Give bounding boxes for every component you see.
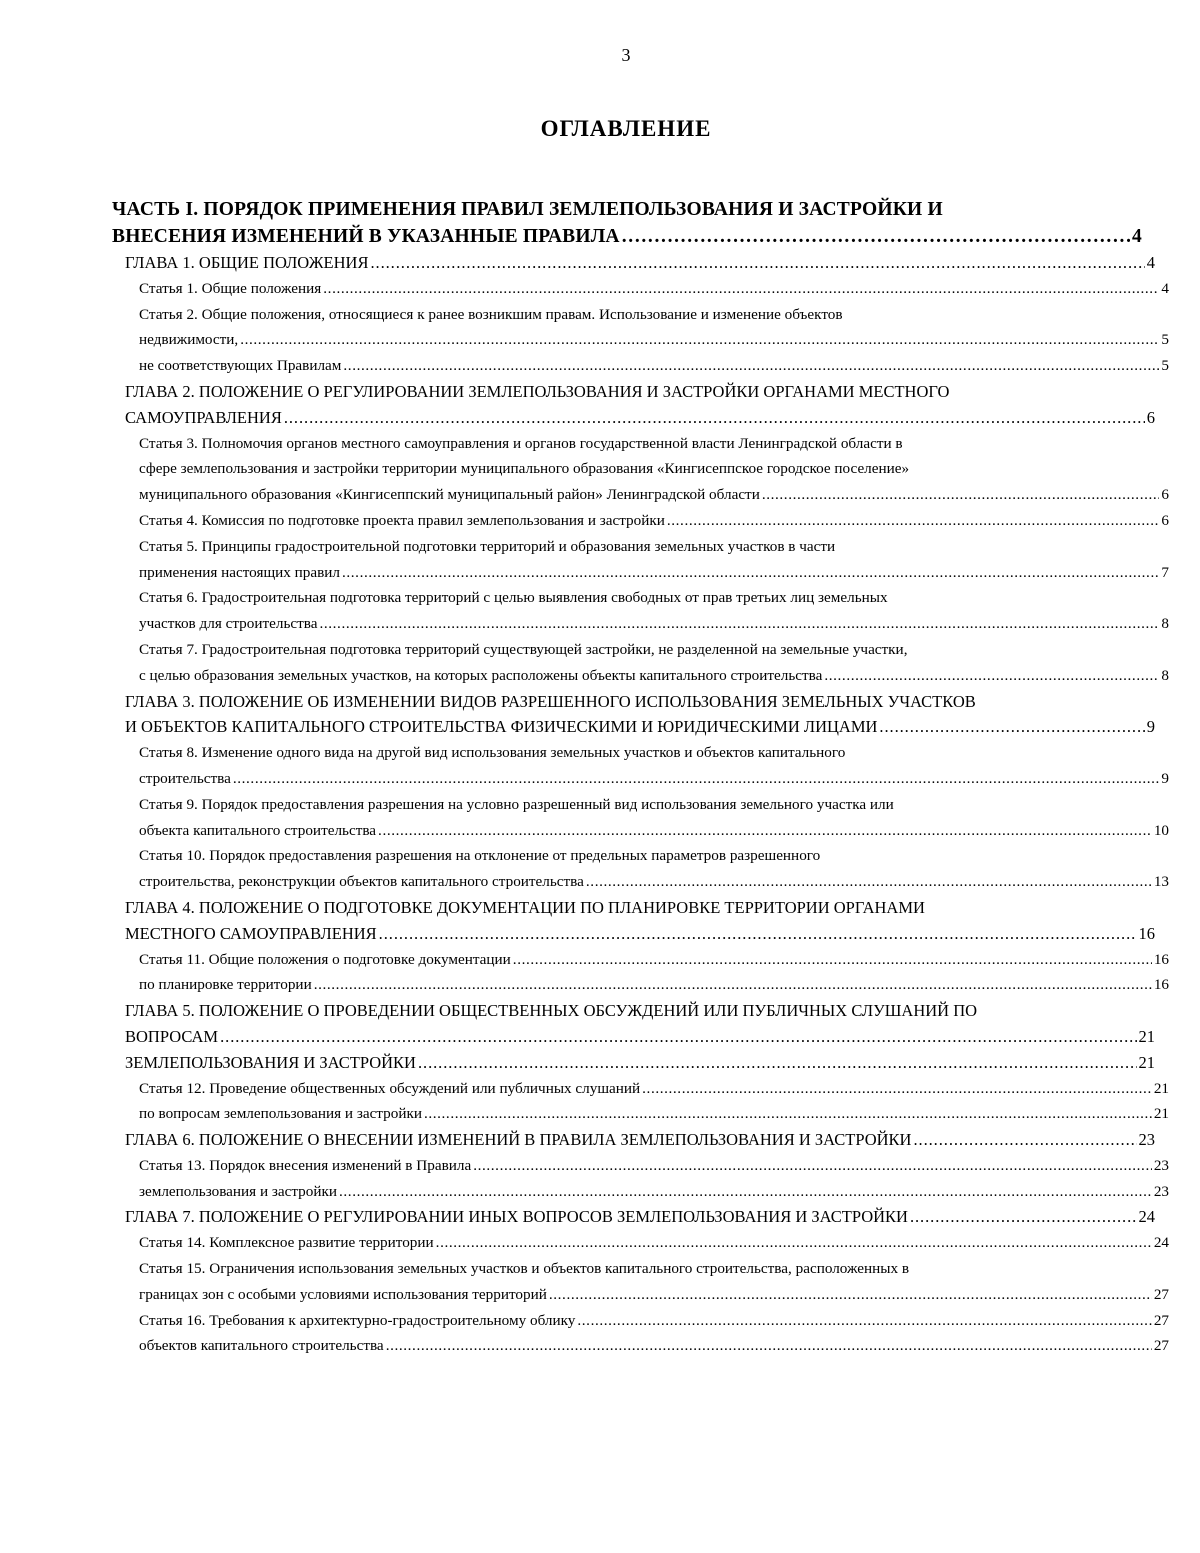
toc-entry-text: ГЛАВА 4. ПОЛОЖЕНИЕ О ПОДГОТОВКЕ ДОКУМЕНТАЦИИ ПО ПЛАНИРОВКЕ ТЕРРИТОРИИ ОРГАНАМИ bbox=[125, 897, 925, 917]
dot-leader bbox=[910, 1204, 1137, 1230]
toc-entry[interactable] bbox=[112, 1256, 1169, 1308]
toc-page-number: 24 bbox=[1153, 1234, 1169, 1252]
toc-entry-text: ГЛАВА 6. ПОЛОЖЕНИЕ О ВНЕСЕНИИ ИЗМЕНЕНИЙ В ПРАВИЛА ЗЕМЛЕПОЛЬЗОВАНИЯ И ЗАСТРОЙКИ bbox=[125, 1130, 912, 1150]
toc-entry-text: объекта капитального строительства bbox=[139, 821, 377, 839]
toc-page-number: 9 bbox=[1146, 717, 1155, 737]
dot-leader bbox=[549, 1282, 1152, 1308]
toc-page-number: 21 bbox=[1138, 1026, 1155, 1046]
toc-page-number: 23 bbox=[1153, 1182, 1169, 1200]
toc-entry[interactable] bbox=[112, 1204, 1155, 1230]
toc-entry[interactable] bbox=[112, 1333, 1169, 1359]
dot-leader bbox=[622, 223, 1130, 250]
toc-entry-text: ГЛАВА 1. ОБЩИЕ ПОЛОЖЕНИЯ bbox=[125, 253, 369, 272]
dot-leader bbox=[577, 1308, 1151, 1334]
dot-leader bbox=[386, 1333, 1152, 1359]
toc-page-number: 4 bbox=[1146, 253, 1155, 272]
toc-page-number: 23 bbox=[1153, 1156, 1169, 1174]
toc-entry[interactable] bbox=[112, 276, 1169, 302]
toc-entry[interactable] bbox=[112, 1230, 1169, 1256]
dot-leader bbox=[284, 405, 1145, 431]
dot-leader bbox=[513, 947, 1152, 973]
toc-entry-text: Статья 4. Комиссия по подготовке проекта правил землепользования и застройки bbox=[139, 511, 665, 529]
toc-page-number: 6 bbox=[1161, 511, 1169, 529]
dot-leader bbox=[913, 1127, 1136, 1153]
toc-entry-text: Статья 9. Порядок предоставления разрешения на условно разрешенный вид использования земельного участка или bbox=[139, 795, 894, 813]
toc-entry[interactable] bbox=[112, 792, 1169, 844]
toc-page-number: 9 bbox=[1161, 769, 1169, 787]
toc-entry-text: Статья 14. Комплексное развитие территории bbox=[139, 1234, 434, 1252]
dot-leader bbox=[667, 508, 1160, 534]
toc-entry-text: ВОПРОСАМ bbox=[125, 1026, 219, 1046]
toc-entry-text: участков для строительства bbox=[139, 615, 318, 633]
toc-entry[interactable] bbox=[112, 947, 1169, 973]
dot-leader bbox=[473, 1153, 1152, 1179]
toc-entry-text: не соответствующих Правилам bbox=[139, 357, 342, 375]
dot-leader bbox=[220, 1024, 1136, 1050]
toc-entry-text: сфере землепользования и застройки территории муниципального образования «Кингисеппское городское поселение» bbox=[139, 460, 910, 478]
dot-leader bbox=[323, 276, 1159, 302]
toc-page-number: 16 bbox=[1138, 923, 1155, 943]
toc-entry-text: Статья 15. Ограничения использования земельных участков и объектов капитального строительства, расположенных в bbox=[139, 1260, 910, 1278]
toc-entry-text: границах зон с особыми условиями использования территорий bbox=[139, 1285, 547, 1303]
toc-entry-text: ЗЕМЛЕПОЛЬЗОВАНИЯ И ЗАСТРОЙКИ bbox=[125, 1052, 416, 1072]
toc-page-number: 8 bbox=[1161, 615, 1169, 633]
toc-page-number: 23 bbox=[1138, 1130, 1155, 1150]
toc-entry[interactable] bbox=[112, 1308, 1169, 1334]
page-title: ОГЛАВЛЕНИЕ bbox=[540, 116, 712, 141]
toc-entry[interactable] bbox=[112, 534, 1169, 586]
toc-entry-text: Статья 13. Порядок внесения изменений в Правила bbox=[139, 1156, 472, 1174]
toc-entry-text: ГЛАВА 7. ПОЛОЖЕНИЕ О РЕГУЛИРОВАНИИ ИНЫХ ВОПРОСОВ ЗЕМЛЕПОЛЬЗОВАНИЯ И ЗАСТРОЙКИ bbox=[125, 1207, 908, 1227]
toc-page-number: 13 bbox=[1153, 873, 1169, 891]
toc-entry-text: Статья 11. Общие положения о подготовке документации bbox=[139, 950, 511, 968]
toc-entry-text: Статья 5. Принципы градостроительной подготовки территорий и образования земельных участков в части bbox=[139, 537, 836, 555]
toc-entry-text: строительства bbox=[139, 769, 231, 787]
toc-entry-text: Статья 12. Проведение общественных обсуждений или публичных слушаний bbox=[139, 1079, 641, 1097]
toc-page-number: 5 bbox=[1161, 357, 1169, 375]
toc-entry-text: землепользования и застройки bbox=[139, 1182, 338, 1200]
toc-page-number: 7 bbox=[1161, 563, 1169, 581]
toc-entry-text: Статья 1. Общие положения bbox=[139, 279, 322, 297]
toc-entry[interactable] bbox=[112, 972, 1169, 998]
dot-leader bbox=[586, 869, 1152, 895]
toc-entry-text: Статья 2. Общие положения, относящиеся к ранее возникшим правам. Использование и изменение объектов bbox=[139, 305, 843, 323]
toc-entry-text: МЕСТНОГО САМОУПРАВЛЕНИЯ bbox=[125, 923, 377, 943]
toc-entry-text: по вопросам землепользования и застройки bbox=[139, 1105, 422, 1123]
toc-entry-text: Статья 6. Градостроительная подготовка территорий с целью выявления свободных от прав третьих лиц земельных bbox=[139, 589, 888, 607]
toc-entry-text: ГЛАВА 2. ПОЛОЖЕНИЕ О РЕГУЛИРОВАНИИ ЗЕМЛЕПОЛЬЗОВАНИЯ И ЗАСТРОЙКИ ОРГАНАМИ МЕСТНОГО bbox=[125, 381, 950, 401]
dot-leader bbox=[436, 1230, 1152, 1256]
toc-page-number: 8 bbox=[1161, 666, 1169, 684]
toc-entry[interactable] bbox=[112, 431, 1169, 508]
page-number: 3 bbox=[621, 45, 631, 65]
toc-page-number: 27 bbox=[1153, 1285, 1169, 1303]
toc-page-number: 6 bbox=[1146, 407, 1155, 427]
toc-entry[interactable] bbox=[112, 1076, 1169, 1102]
dot-leader bbox=[879, 714, 1144, 740]
toc-entry-text: Статья 10. Порядок предоставления разрешения на отклонение от предельных параметров разрешенного bbox=[139, 847, 821, 865]
toc-entry[interactable] bbox=[112, 508, 1169, 534]
toc-entry-text: недвижимости, bbox=[139, 331, 239, 349]
toc-entry-text: объектов капитального строительства bbox=[139, 1337, 384, 1355]
dot-leader bbox=[339, 1179, 1152, 1205]
toc-entry-text: ЧАСТЬ I. ПОРЯДОК ПРИМЕНЕНИЯ ПРАВИЛ ЗЕМЛЕПОЛЬЗОВАНИЯ И ЗАСТРОЙКИ И bbox=[112, 199, 943, 220]
dot-leader bbox=[370, 250, 1144, 276]
toc-page-number: 27 bbox=[1153, 1311, 1169, 1329]
toc-page-number: 27 bbox=[1153, 1337, 1169, 1355]
toc-entry[interactable] bbox=[112, 1179, 1169, 1205]
dot-leader bbox=[824, 663, 1159, 689]
toc-entry-text: по планировке территории bbox=[139, 976, 312, 994]
toc-entry[interactable] bbox=[112, 1050, 1155, 1076]
toc-entry[interactable] bbox=[112, 353, 1169, 379]
toc-entry-text: И ОБЪЕКТОВ КАПИТАЛЬНОГО СТРОИТЕЛЬСТВА ФИЗИЧЕСКИМИ И ЮРИДИЧЕСКИМИ ЛИЦАМИ bbox=[125, 717, 878, 737]
toc-page-number: 6 bbox=[1161, 486, 1169, 504]
toc-entry-text: Статья 16. Требования к архитектурно-градостроительному облику bbox=[139, 1311, 576, 1329]
toc-page-number: 16 bbox=[1153, 976, 1169, 994]
toc-entry[interactable] bbox=[112, 1101, 1169, 1127]
toc-entry[interactable] bbox=[112, 637, 1169, 689]
toc-entry[interactable] bbox=[112, 196, 1142, 250]
table-of-contents bbox=[112, 196, 1169, 1359]
dot-leader bbox=[378, 818, 1152, 844]
dot-leader bbox=[319, 611, 1159, 637]
toc-entry-text: САМОУПРАВЛЕНИЯ bbox=[125, 407, 282, 427]
toc-entry-text: Статья 3. Полномочия органов местного самоуправления и органов государственной власти Ленинградской области в bbox=[139, 434, 903, 452]
dot-leader bbox=[342, 560, 1159, 586]
toc-entry[interactable] bbox=[112, 1127, 1155, 1153]
dot-leader bbox=[343, 353, 1159, 379]
toc-page-number: 21 bbox=[1138, 1052, 1155, 1072]
toc-page-number: 4 bbox=[1161, 279, 1169, 297]
dot-leader bbox=[642, 1076, 1152, 1102]
toc-entry[interactable] bbox=[112, 379, 1155, 431]
toc-entry-text: Статья 8. Изменение одного вида на другой вид использования земельных участков и объектов капитального bbox=[139, 744, 846, 762]
toc-entry-text: ВНЕСЕНИЯ ИЗМЕНЕНИЙ В УКАЗАННЫЕ ПРАВИЛА bbox=[112, 226, 620, 247]
toc-entry[interactable] bbox=[112, 585, 1169, 637]
toc-entry-text: с целью образования земельных участков, на которых расположены объекты капитального строительства bbox=[139, 666, 823, 684]
toc-entry[interactable] bbox=[112, 895, 1155, 947]
toc-entry[interactable] bbox=[112, 998, 1155, 1050]
toc-page-number: 10 bbox=[1153, 821, 1169, 839]
toc-entry[interactable] bbox=[112, 1153, 1169, 1179]
toc-entry-text: ГЛАВА 3. ПОЛОЖЕНИЕ ОБ ИЗМЕНЕНИИ ВИДОВ РАЗРЕШЕННОГО ИСПОЛЬЗОВАНИЯ ЗЕМЕЛЬНЫХ УЧАСТКОВ bbox=[125, 691, 976, 711]
toc-page-number: 5 bbox=[1161, 331, 1169, 349]
toc-entry-text: Статья 7. Градостроительная подготовка территорий существующей застройки, не разделенной на земельные участки, bbox=[139, 640, 908, 658]
toc-entry[interactable] bbox=[112, 740, 1169, 792]
toc-page-number: 4 bbox=[1132, 226, 1142, 247]
dot-leader bbox=[379, 921, 1137, 947]
toc-entry[interactable] bbox=[112, 250, 1155, 276]
toc-entry[interactable] bbox=[112, 302, 1169, 354]
dot-leader bbox=[762, 482, 1160, 508]
toc-entry-text: ГЛАВА 5. ПОЛОЖЕНИЕ О ПРОВЕДЕНИИ ОБЩЕСТВЕННЫХ ОБСУЖДЕНИЙ ИЛИ ПУБЛИЧНЫХ СЛУШАНИЙ ПО bbox=[125, 1001, 978, 1021]
dot-leader bbox=[240, 327, 1159, 353]
toc-page-number: 21 bbox=[1153, 1105, 1169, 1123]
toc-page-number: 24 bbox=[1138, 1207, 1155, 1227]
dot-leader bbox=[418, 1050, 1137, 1076]
toc-entry-text: муниципального образования «Кингисеппский муниципальный район» Ленинградской области bbox=[139, 486, 760, 504]
dot-leader bbox=[233, 766, 1160, 792]
toc-page-number: 21 bbox=[1153, 1079, 1169, 1097]
dot-leader bbox=[314, 972, 1152, 998]
toc-entry-text: строительства, реконструкции объектов капитального строительства bbox=[139, 873, 584, 891]
toc-page-number: 16 bbox=[1153, 950, 1169, 968]
toc-entry[interactable] bbox=[112, 689, 1155, 741]
dot-leader bbox=[424, 1101, 1152, 1127]
toc-entry-text: применения настоящих правил bbox=[139, 563, 340, 581]
toc-entry[interactable] bbox=[112, 843, 1169, 895]
